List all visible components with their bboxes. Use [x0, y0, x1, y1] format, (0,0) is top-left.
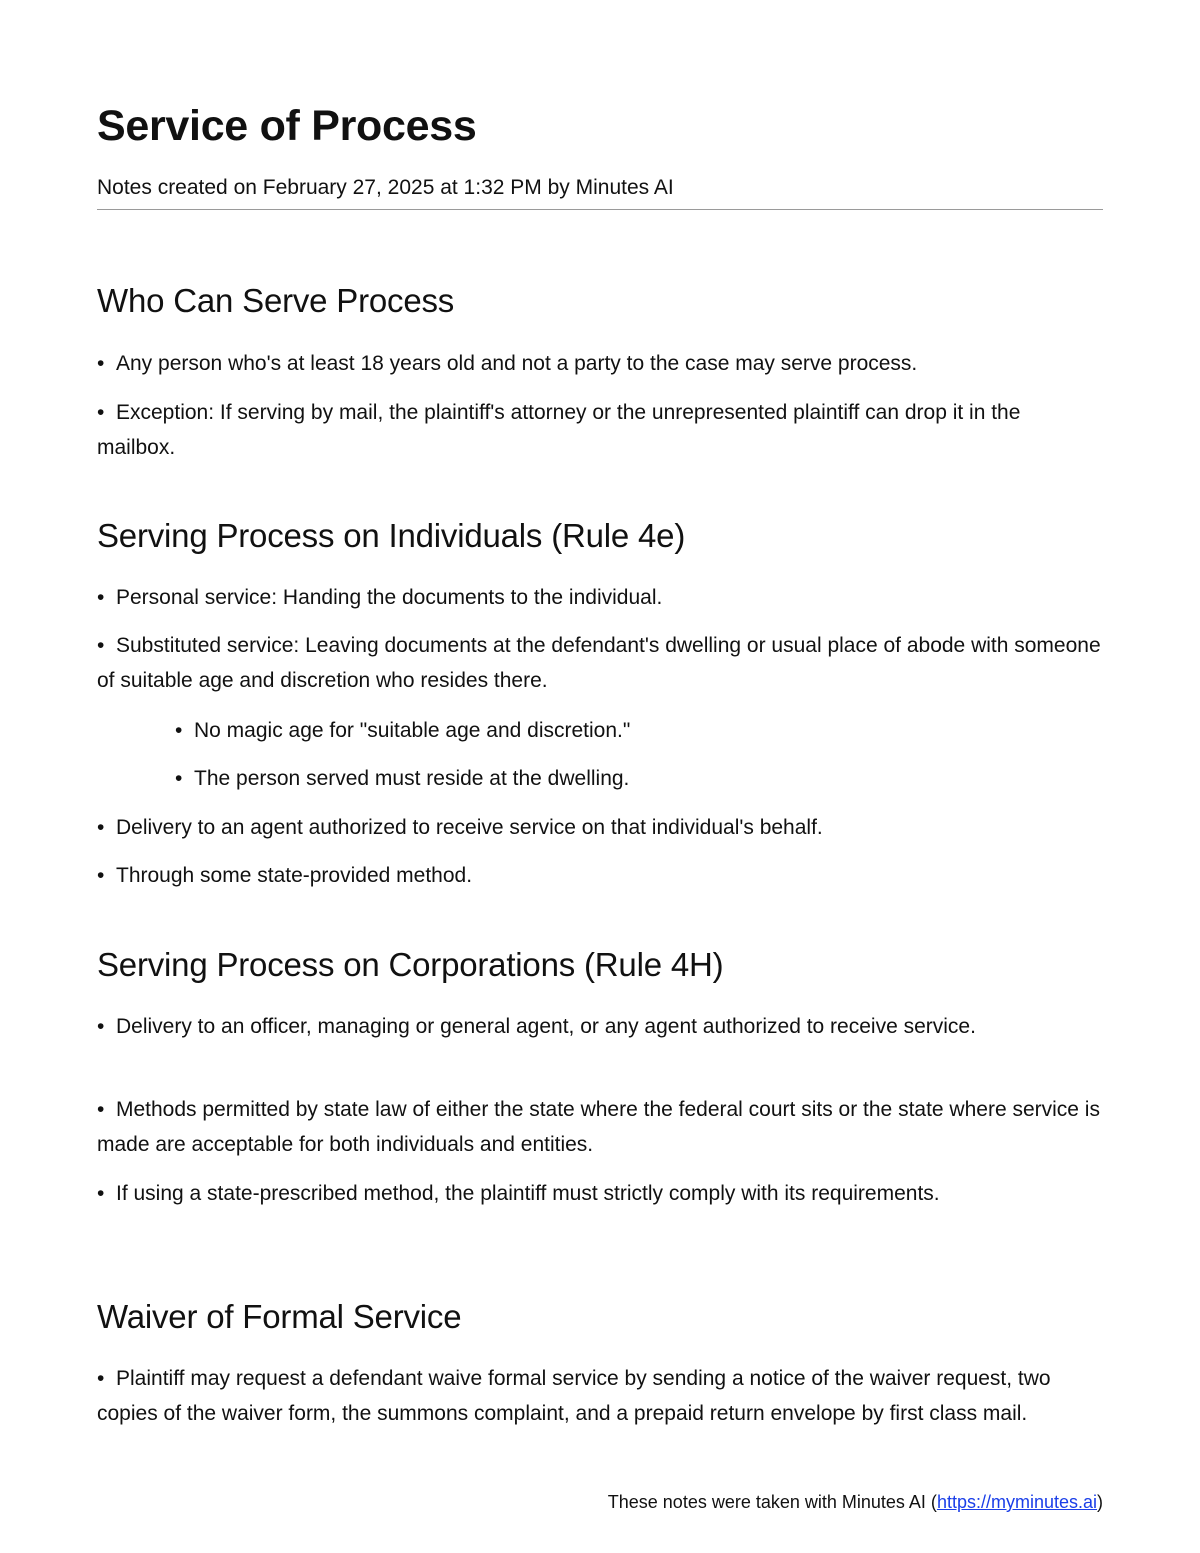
list-item-text: Substituted service: Leaving documents at the defendant's dwelling or usual place of abode with someone of suitable age and discretion who resides there.: [97, 634, 1101, 692]
section-heading-who-can-serve: Who Can Serve Process: [97, 282, 455, 319]
list-item: [97, 810, 1103, 845]
section-heading-individuals: Serving Process on Individuals (Rule 4e): [97, 517, 686, 554]
list-item-text: Exception: If serving by mail, the plaintiff's attorney or the unrepresented plaintiff can drop it in the mailbox.: [97, 401, 1021, 459]
list-item-text: Delivery to an officer, managing or general agent, or any agent authorized to receive service.: [116, 1015, 976, 1038]
title-divider: [97, 209, 1103, 210]
bullet-icon: •: [97, 1015, 105, 1038]
list-item-text: Delivery to an agent authorized to receive service on that individual's behalf.: [116, 816, 823, 839]
section-heading-waiver: Waiver of Formal Service: [97, 1298, 462, 1335]
list-item: [97, 628, 1103, 698]
footer-attribution: [608, 1489, 1103, 1515]
footer-link[interactable]: https://myminutes.ai: [936, 1492, 1097, 1512]
list-item-text: Personal service: Handing the documents to the individual.: [116, 586, 663, 609]
list-item: [97, 1361, 1103, 1431]
list-item-text: Methods permitted by state law of either the state where the federal court sits or the state where service is made are acceptable for both individuals and entities.: [97, 1098, 1100, 1156]
list-item-text: Through some state-provided method.: [116, 864, 473, 887]
footer-close-paren: ): [1097, 1492, 1103, 1512]
list-item-text: Plaintiff may request a defendant waive formal service by sending a notice of the waiver request, two copies of the waiver form, the summons complaint, and a prepaid return envelope by first class mail.: [97, 1367, 1051, 1425]
list-item: [97, 1009, 1103, 1044]
bullet-icon: •: [175, 767, 183, 790]
bullet-icon: •: [97, 864, 105, 887]
bullet-icon: •: [97, 1182, 105, 1205]
list-item: [97, 346, 1103, 381]
list-item-text: If using a state-prescribed method, the plaintiff must strictly comply with its requirements.: [116, 1182, 940, 1205]
bullet-icon: •: [97, 1367, 105, 1390]
bullet-icon: •: [97, 634, 105, 657]
list-item: [97, 1176, 1103, 1211]
bullet-icon: •: [97, 1098, 105, 1121]
list-item: [97, 395, 1103, 465]
list-item-nested: [175, 713, 1103, 748]
list-item-text: Any person who's at least 18 years old and not a party to the case may serve process.: [116, 352, 918, 375]
bullet-icon: •: [175, 719, 183, 742]
bullet-icon: •: [97, 352, 105, 375]
bullet-icon: •: [97, 401, 105, 424]
page-title: Service of Process: [97, 102, 477, 150]
footer-text: These notes were taken with Minutes AI (: [607, 1492, 937, 1512]
notes-metadata: Notes created on February 27, 2025 at 1:32 PM by Minutes AI: [97, 176, 674, 199]
list-item-nested: [175, 761, 1103, 796]
bullet-icon: •: [97, 586, 105, 609]
section-heading-corporations: Serving Process on Corporations (Rule 4H): [97, 946, 724, 983]
list-item-text: The person served must reside at the dwelling.: [194, 767, 630, 790]
list-item: [97, 580, 1103, 615]
bullet-icon: •: [97, 816, 105, 839]
list-item: [97, 858, 1103, 893]
list-item: [97, 1092, 1103, 1162]
list-item-text: No magic age for "suitable age and discretion.": [194, 719, 631, 742]
